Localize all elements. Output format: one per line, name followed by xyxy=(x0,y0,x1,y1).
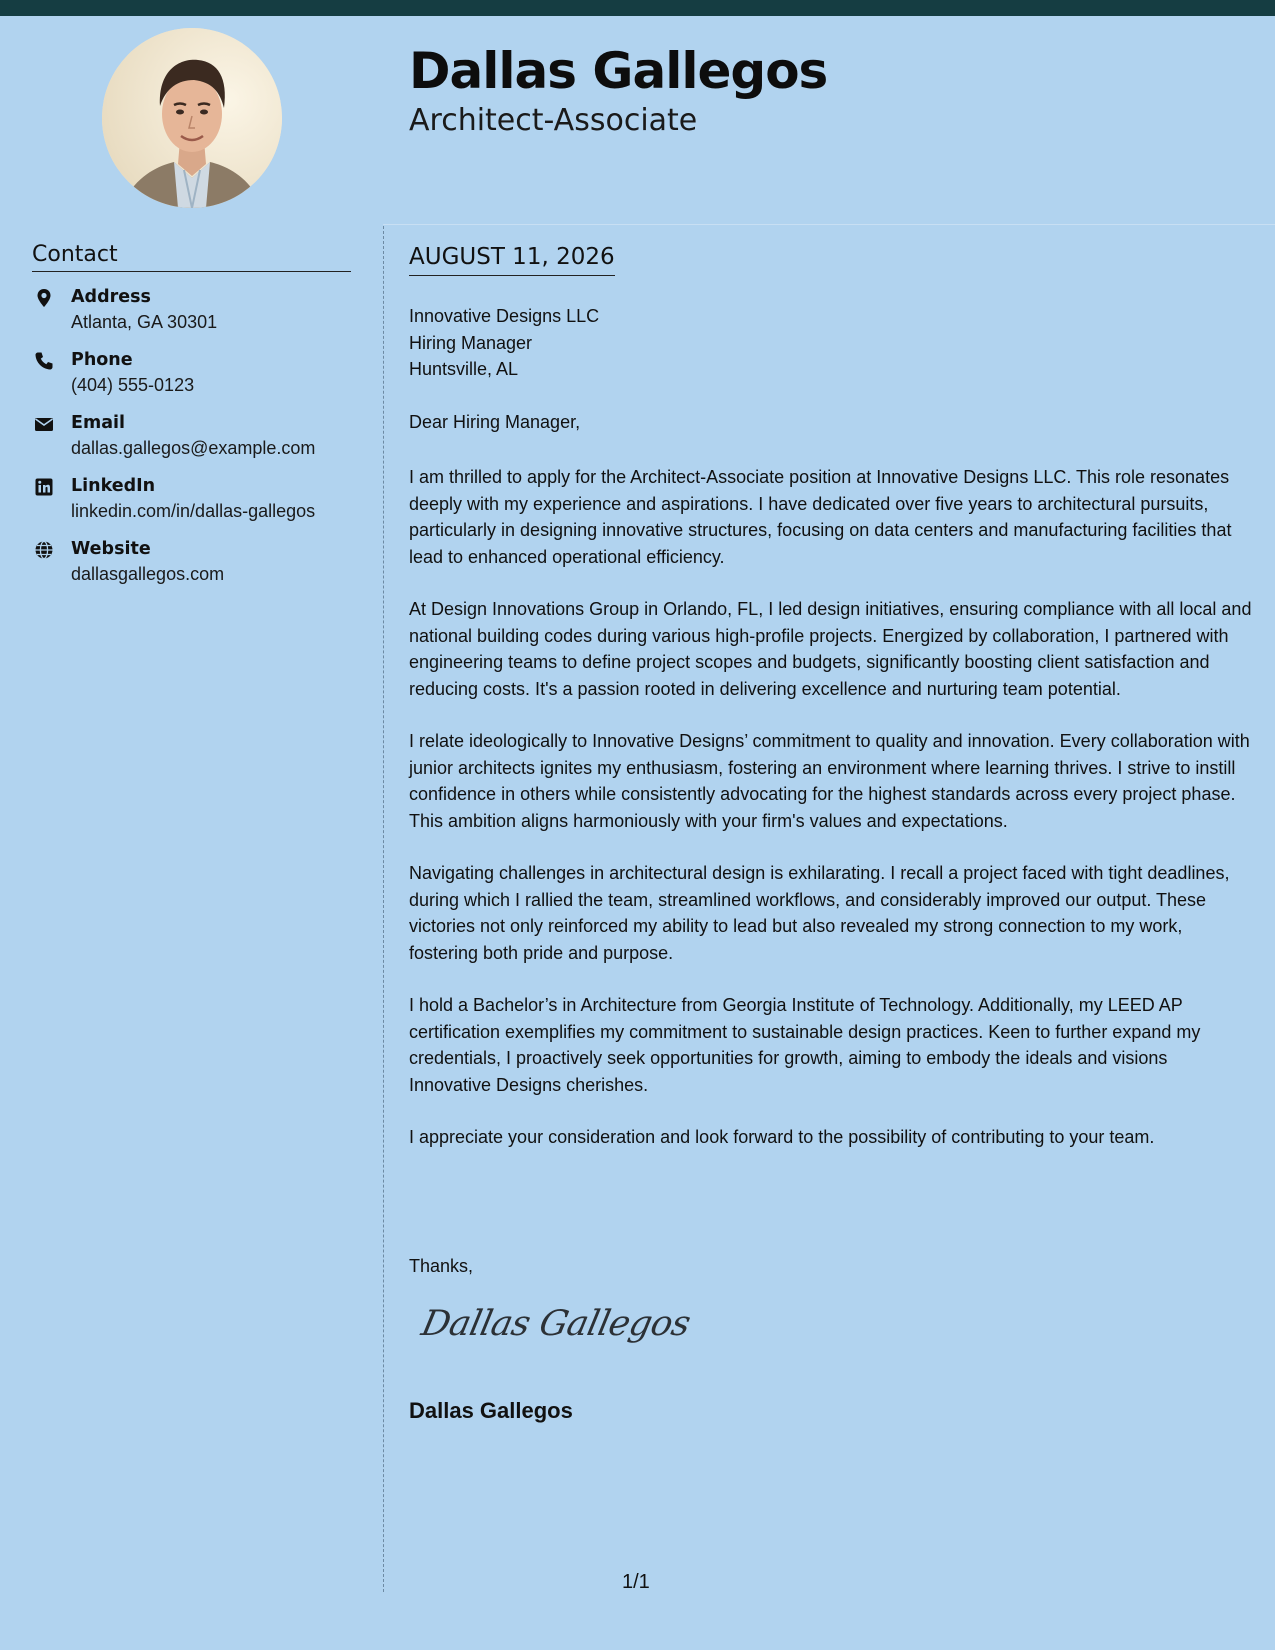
profile-photo xyxy=(102,28,282,208)
portrait-image xyxy=(102,28,282,208)
recipient-block xyxy=(409,303,599,383)
recipient-role: Hiring Manager xyxy=(409,332,533,353)
signed-name: Dallas Gallegos xyxy=(409,1398,573,1423)
contact-value: (404) 555-0123 xyxy=(71,375,195,395)
applicant-name: Dallas Gallegos xyxy=(409,42,828,100)
handwritten-signature: Dallas Gallegos xyxy=(418,1304,694,1344)
contact-item-phone xyxy=(32,348,362,411)
website-link[interactable]: dallasgallegos.com xyxy=(71,564,225,584)
contact-label: Address xyxy=(71,287,151,307)
body-paragraph: Navigating challenges in architectural design is exhilarating. I recall a project faced with tight deadlines, during which I rallied the team, streamlined workflows, and considerably improved our output. These victories not only reinforced my ability to lead but also revealed my strong connection to my work, fostering both pride and purpose. xyxy=(409,863,1230,963)
body-paragraph: At Design Innovations Group in Orlando, FL, I led design initiatives, ensuring compliance with all local and national building codes during various high-profile projects. Energized by collaboration, I partnered with engineering teams to define project scopes and budgets, significantly boosting client satisfaction and reducing costs. It's a passion rooted in delivering excellence and nurturing team potential. xyxy=(409,599,1252,699)
contact-label: LinkedIn xyxy=(71,476,156,496)
recipient-location: Huntsville, AL xyxy=(409,359,519,379)
contact-value: Atlanta, GA 30301 xyxy=(71,312,218,332)
job-title: Architect-Associate xyxy=(409,103,698,138)
linkedin-icon xyxy=(34,477,54,497)
map-pin-icon xyxy=(34,288,54,308)
contact-list xyxy=(32,285,362,600)
contact-item-address xyxy=(32,285,362,348)
phone-icon xyxy=(34,351,54,371)
closing-line: Thanks, xyxy=(409,1256,474,1276)
contact-item-website xyxy=(32,537,362,600)
body-paragraph: I am thrilled to apply for the Architect-Associate position at Innovative Designs LLC. This role resonates deeply with my experience and aspirations. I have dedicated over five years to architectural pursuits, particularly in designing innovative structures, focusing on data centers and manufacturing facilities that lead to enhanced operational efficiency. xyxy=(409,467,1232,567)
body-paragraph: I appreciate your consideration and look forward to the possibility of contributing to your team. xyxy=(409,1127,1155,1147)
contact-item-linkedin xyxy=(32,474,362,537)
contact-item-email xyxy=(32,411,362,474)
body-paragraph: I hold a Bachelor’s in Architecture from Georgia Institute of Technology. Additionally, my LEED AP certification exemplifies my commitment to sustainable design practices. Keen to further expand my credentials, I proactively seek opportunities for growth, aiming to embody the ideals and visions Innovative Designs cherishes. xyxy=(409,995,1201,1095)
email-link[interactable]: dallas.gallegos@example.com xyxy=(71,438,316,458)
body-paragraph: I relate ideologically to Innovative Designs’ commitment to quality and innovation. Every collaboration with junior architects ignites my enthusiasm, fostering an environment where learning thrives. I strive to instill confidence in others while consistently advocating for the highest standards across every project phase. This ambition aligns harmoniously with your firm's values and expectations. xyxy=(409,731,1250,831)
column-divider xyxy=(383,226,384,1592)
contact-heading: Contact xyxy=(32,242,351,272)
recipient-company: Innovative Designs LLC xyxy=(409,306,600,326)
top-color-band xyxy=(0,0,1275,16)
contact-label: Email xyxy=(71,413,125,433)
globe-icon xyxy=(34,540,54,560)
contact-label: Website xyxy=(71,539,151,559)
page-number: 1/1 xyxy=(622,1571,650,1593)
salutation: Dear Hiring Manager, xyxy=(409,412,581,432)
letter-date: AUGUST 11, 2026 xyxy=(409,244,615,276)
envelope-icon xyxy=(34,414,54,434)
letter-body xyxy=(409,464,1252,1177)
linkedin-link[interactable]: linkedin.com/in/dallas-gallegos xyxy=(71,501,316,521)
contact-label: Phone xyxy=(71,350,133,370)
header-divider xyxy=(383,224,1275,225)
